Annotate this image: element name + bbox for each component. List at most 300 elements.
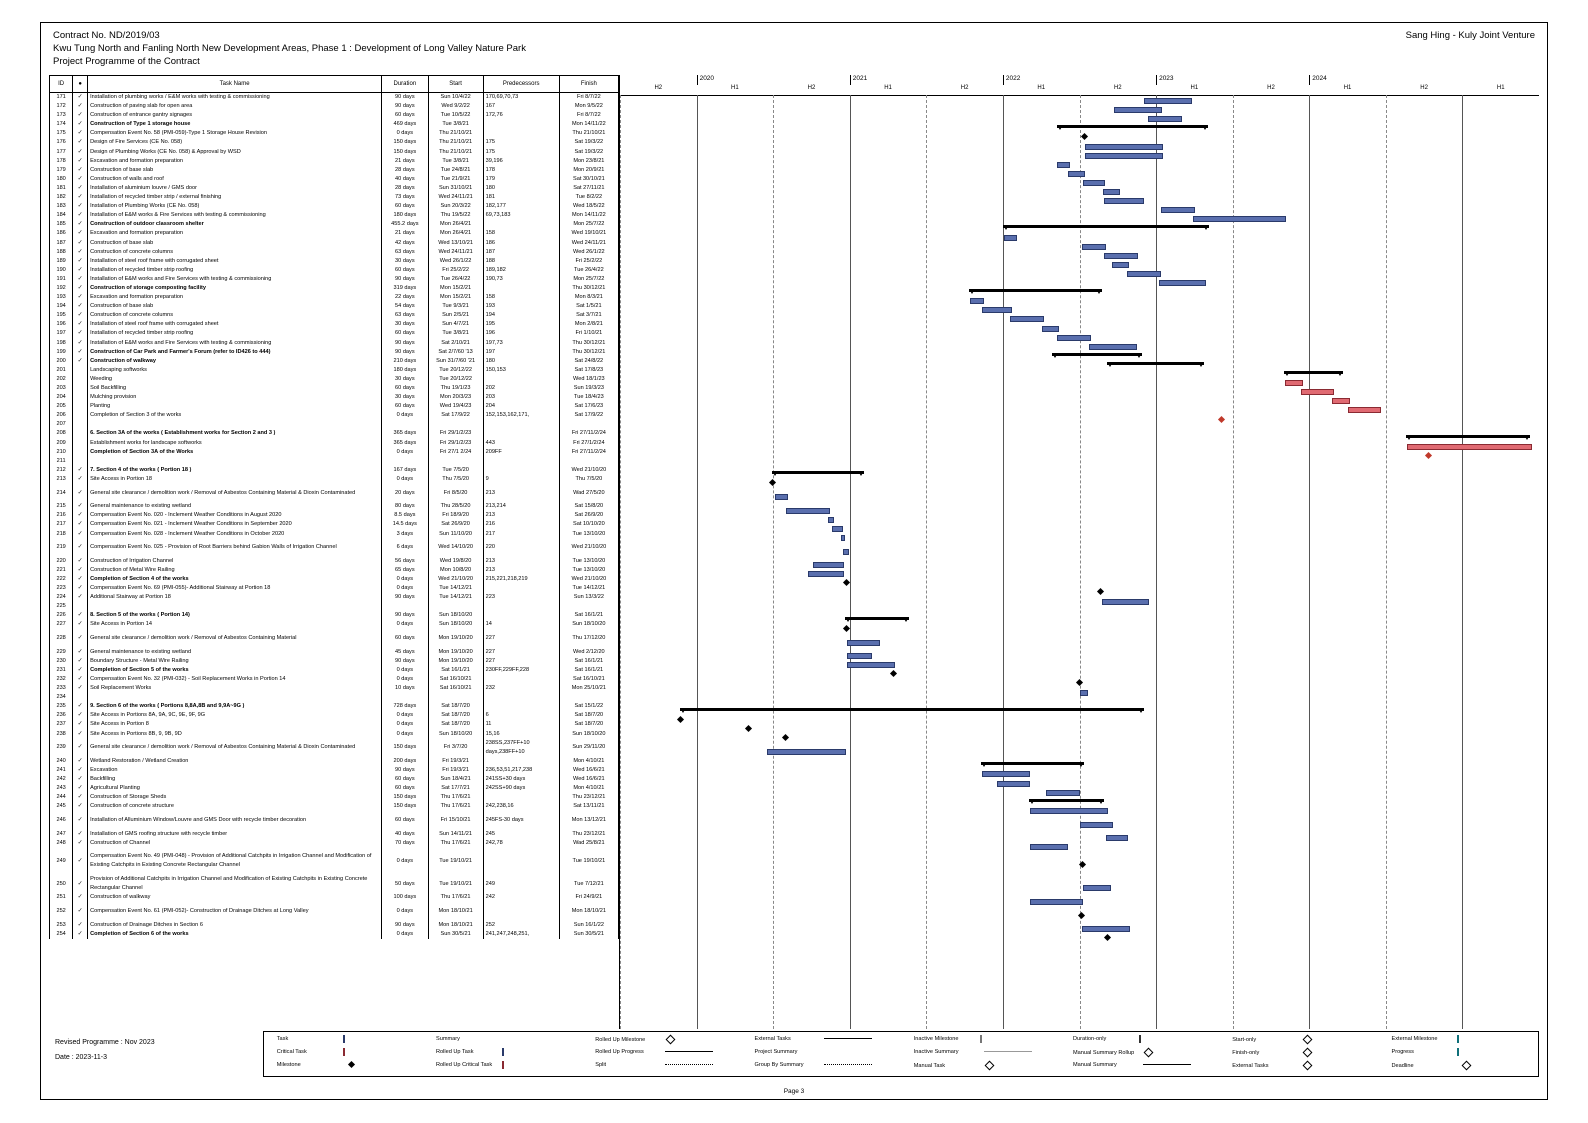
table-row[interactable] xyxy=(50,584,619,593)
row-start: Thu 21/10/21 xyxy=(428,129,483,138)
row-finish: Sat 26/9/20 xyxy=(559,511,618,520)
task-bar[interactable] xyxy=(1407,444,1532,450)
row-predecessors: 186 xyxy=(483,239,559,248)
row-id: 247 xyxy=(50,830,73,839)
row-id: 196 xyxy=(50,320,73,329)
task-bar[interactable] xyxy=(1030,844,1068,850)
task-bar[interactable] xyxy=(1112,262,1130,268)
row-id: 211 xyxy=(50,457,73,466)
row-finish: Sat 19/3/22 xyxy=(559,148,618,157)
table-row[interactable] xyxy=(50,802,619,811)
row-indicator xyxy=(73,366,88,375)
row-start: Thu 21/10/21 xyxy=(428,148,483,157)
table-row[interactable] xyxy=(50,275,619,284)
table-row[interactable] xyxy=(50,93,619,103)
task-bar[interactable] xyxy=(1332,398,1350,404)
table-row[interactable] xyxy=(50,302,619,311)
row-id: 233 xyxy=(50,684,73,693)
table-row[interactable] xyxy=(50,402,619,411)
row-finish: Wed 16/6/21 xyxy=(559,766,618,775)
task-bar[interactable] xyxy=(841,535,846,541)
row-id: 177 xyxy=(50,148,73,157)
table-row[interactable] xyxy=(50,539,619,557)
gridline xyxy=(1386,95,1387,1029)
row-task-name: Installation of recycled timber strip roofing xyxy=(88,329,382,338)
row-predecessors: 236,53,51,217,238 xyxy=(483,766,559,775)
row-duration: 60 days xyxy=(382,329,429,338)
milestone-marker[interactable] xyxy=(1097,588,1104,595)
row-id: 183 xyxy=(50,202,73,211)
task-bar[interactable] xyxy=(1004,235,1017,241)
table-row[interactable] xyxy=(50,702,619,711)
legend-label: Manual Summary Rollup xyxy=(1072,1049,1135,1056)
row-id: 241 xyxy=(50,766,73,775)
table-row[interactable] xyxy=(50,502,619,511)
legend-label: Rolled Up Task xyxy=(435,1049,474,1055)
row-indicator: ✓ xyxy=(73,620,88,629)
row-duration xyxy=(382,602,429,611)
row-predecessors: 170,69,70,73 xyxy=(483,93,559,103)
table-row[interactable] xyxy=(50,348,619,357)
row-start: Sat 17/7/21 xyxy=(428,784,483,793)
table-row[interactable] xyxy=(50,366,619,375)
task-bar[interactable] xyxy=(808,571,844,577)
table-row[interactable] xyxy=(50,193,619,202)
legend-item xyxy=(277,1036,345,1042)
task-bar[interactable] xyxy=(1080,690,1088,696)
row-duration: 150 days xyxy=(382,148,429,157)
task-bar[interactable] xyxy=(1085,153,1163,159)
task-bar[interactable] xyxy=(1102,599,1150,605)
row-id: 178 xyxy=(50,157,73,166)
row-indicator xyxy=(73,375,88,384)
table-row[interactable] xyxy=(50,848,619,875)
row-task-name: 8. Section 5 of the works ( Portion 14) xyxy=(88,611,382,620)
table-row[interactable] xyxy=(50,730,619,739)
task-bar[interactable] xyxy=(1046,790,1079,796)
milestone-marker[interactable] xyxy=(1104,934,1111,941)
row-indicator: ✓ xyxy=(73,266,88,275)
table-row[interactable] xyxy=(50,475,619,484)
task-bar[interactable] xyxy=(1127,271,1160,277)
table-row[interactable] xyxy=(50,239,619,248)
row-finish: Fri 8/7/22 xyxy=(559,93,618,103)
table-row[interactable] xyxy=(50,166,619,175)
timeline-half: H1 xyxy=(1343,85,1352,91)
table-row[interactable] xyxy=(50,793,619,802)
table-row[interactable] xyxy=(50,902,619,920)
row-finish: Fri 27/11/2/24 xyxy=(559,448,618,457)
legend-swatch xyxy=(1457,1035,1459,1043)
table-row[interactable] xyxy=(50,329,619,338)
table-row[interactable] xyxy=(50,575,619,584)
summary-bar[interactable] xyxy=(1003,225,1209,228)
table-row[interactable] xyxy=(50,693,619,702)
table-row[interactable] xyxy=(50,666,619,675)
task-bar[interactable] xyxy=(1103,189,1120,195)
legend-label: Rolled Up Critical Task xyxy=(435,1062,493,1068)
table-row[interactable] xyxy=(50,229,619,238)
task-bar[interactable] xyxy=(1301,389,1334,395)
table-row[interactable] xyxy=(50,384,619,393)
table-row[interactable] xyxy=(50,220,619,229)
summary-bar[interactable] xyxy=(969,289,1102,292)
summary-bar[interactable] xyxy=(1057,125,1209,128)
row-id: 244 xyxy=(50,793,73,802)
row-predecessors: 197,73 xyxy=(483,339,559,348)
row-predecessors: 252 xyxy=(483,921,559,930)
task-bar[interactable] xyxy=(997,781,1030,787)
row-predecessors: 187 xyxy=(483,248,559,257)
table-row[interactable] xyxy=(50,557,619,566)
row-id: 254 xyxy=(50,930,73,939)
row-task-name: Excavation xyxy=(88,766,382,775)
task-bar[interactable] xyxy=(775,494,788,500)
table-row[interactable] xyxy=(50,875,619,893)
row-indicator: ✓ xyxy=(73,739,88,757)
table-row[interactable] xyxy=(50,720,619,729)
row-task-name: General site clearance / demolition work / Removal of Asbestos Containing Material & Dioxin Contaminated xyxy=(88,484,382,502)
row-predecessors: 230FF,229FF,228 xyxy=(483,666,559,675)
table-row[interactable] xyxy=(50,339,619,348)
row-task-name: Excavation and formation preparation xyxy=(88,229,382,238)
summary-bar[interactable] xyxy=(1052,353,1142,356)
table-row[interactable] xyxy=(50,293,619,302)
summary-bar[interactable] xyxy=(772,471,864,474)
table-row[interactable] xyxy=(50,757,619,766)
table-row[interactable] xyxy=(50,311,619,320)
row-duration: 54 days xyxy=(382,302,429,311)
row-duration: 90 days xyxy=(382,348,429,357)
table-row[interactable] xyxy=(50,202,619,211)
task-bar[interactable] xyxy=(1089,344,1137,350)
task-bar[interactable] xyxy=(1348,407,1381,413)
table-row[interactable] xyxy=(50,811,619,829)
row-id: 200 xyxy=(50,357,73,366)
table-row[interactable] xyxy=(50,284,619,293)
task-bar[interactable] xyxy=(1057,335,1090,341)
table-row[interactable] xyxy=(50,448,619,457)
row-finish: Tue 13/10/20 xyxy=(559,557,618,566)
milestone-marker[interactable] xyxy=(1081,133,1088,140)
task-bar[interactable] xyxy=(1104,253,1138,259)
summary-bar[interactable] xyxy=(1029,799,1104,802)
row-id: 238 xyxy=(50,730,73,739)
row-task-name: Completion of Section 3A of the Works xyxy=(88,448,382,457)
row-task-name: Site Access in Portion 14 xyxy=(88,620,382,629)
row-duration: 0 days xyxy=(382,930,429,939)
table-row[interactable] xyxy=(50,420,619,429)
row-id: 210 xyxy=(50,448,73,457)
table-row[interactable] xyxy=(50,411,619,420)
table-row[interactable] xyxy=(50,457,619,466)
table-row[interactable] xyxy=(50,511,619,520)
row-start: Mon 15/2/21 xyxy=(428,293,483,302)
task-bar[interactable] xyxy=(1106,835,1128,841)
task-bar[interactable] xyxy=(786,508,829,514)
row-start: Thu 17/6/21 xyxy=(428,802,483,811)
row-indicator: ✓ xyxy=(73,157,88,166)
task-table xyxy=(49,75,619,939)
row-id: 190 xyxy=(50,266,73,275)
row-task-name: Compensation Event No. 025 - Provision of Root Barriers behind Gabion Walls of Irrigation Channel xyxy=(88,539,382,557)
row-indicator: ✓ xyxy=(73,921,88,930)
task-bar[interactable] xyxy=(828,517,835,523)
milestone-marker[interactable] xyxy=(1076,679,1083,686)
row-duration: 0 days xyxy=(382,675,429,684)
table-row[interactable] xyxy=(50,593,619,602)
row-id: 207 xyxy=(50,420,73,429)
timeline-half: H2 xyxy=(654,85,663,91)
row-predecessors: 11 xyxy=(483,720,559,729)
table-row[interactable] xyxy=(50,138,619,147)
row-predecessors: 213 xyxy=(483,484,559,502)
row-finish: Mon 20/9/21 xyxy=(559,166,618,175)
task-bar[interactable] xyxy=(982,307,1012,313)
task-bar[interactable] xyxy=(767,749,846,755)
legend-label: Task xyxy=(276,1036,289,1042)
row-finish: Fri 25/2/22 xyxy=(559,257,618,266)
table-row[interactable] xyxy=(50,439,619,448)
table-row[interactable] xyxy=(50,675,619,684)
task-bar[interactable] xyxy=(1085,144,1163,150)
table-row[interactable] xyxy=(50,739,619,757)
table-row[interactable] xyxy=(50,393,619,402)
table-row[interactable] xyxy=(50,530,619,539)
row-finish: Tue 19/10/21 xyxy=(559,848,618,875)
row-start: Wed 19/4/23 xyxy=(428,402,483,411)
row-finish: Sat 10/10/20 xyxy=(559,520,618,529)
task-bar[interactable] xyxy=(843,549,849,555)
table-row[interactable] xyxy=(50,611,619,620)
row-task-name: Boundary Structure - Metal Wire Railing xyxy=(88,657,382,666)
row-indicator: ✓ xyxy=(73,830,88,839)
milestone-marker[interactable] xyxy=(769,479,776,486)
table-row[interactable] xyxy=(50,175,619,184)
row-duration: 150 days xyxy=(382,793,429,802)
row-finish: Tue 18/4/23 xyxy=(559,393,618,402)
legend-item xyxy=(754,1049,820,1055)
task-bar[interactable] xyxy=(1104,198,1144,204)
row-duration: 20 days xyxy=(382,484,429,502)
row-predecessors: 158 xyxy=(483,293,559,302)
row-task-name: Provision of Additional Catchpits in Irrigation Channel and Modification of Existing Catchpits in Existing Concrete Rectangular Channel xyxy=(88,875,382,893)
row-predecessors xyxy=(483,702,559,711)
legend-swatch xyxy=(824,1038,872,1039)
row-finish: Mon 2/8/21 xyxy=(559,320,618,329)
table-row[interactable] xyxy=(50,102,619,111)
task-bar[interactable] xyxy=(1010,316,1044,322)
row-duration: 50 days xyxy=(382,875,429,893)
row-id: 197 xyxy=(50,329,73,338)
row-task-name: Soil Replacement Works xyxy=(88,684,382,693)
row-duration: 42 days xyxy=(382,239,429,248)
row-start: Mon 19/10/20 xyxy=(428,630,483,648)
summary-bar[interactable] xyxy=(1107,362,1203,365)
row-indicator: ✓ xyxy=(73,466,88,475)
milestone-marker[interactable] xyxy=(1425,452,1432,459)
row-duration: 60 days xyxy=(382,811,429,829)
table-row[interactable] xyxy=(50,921,619,930)
row-finish: Sun 13/3/22 xyxy=(559,593,618,602)
row-predecessors: 14 xyxy=(483,620,559,629)
task-bar[interactable] xyxy=(832,526,842,532)
row-predecessors xyxy=(483,675,559,684)
gridline xyxy=(773,95,774,1029)
table-row[interactable] xyxy=(50,320,619,329)
row-finish: Sat 19/3/22 xyxy=(559,138,618,147)
table-row[interactable] xyxy=(50,775,619,784)
milestone-marker[interactable] xyxy=(890,670,897,677)
task-bar[interactable] xyxy=(1030,808,1108,814)
row-duration: 3 days xyxy=(382,530,429,539)
task-bar[interactable] xyxy=(1114,107,1162,113)
table-row[interactable] xyxy=(50,157,619,166)
row-start: Tue 19/10/21 xyxy=(428,848,483,875)
row-finish: Mon 13/12/21 xyxy=(559,811,618,829)
summary-bar[interactable] xyxy=(1406,435,1530,438)
task-bar[interactable] xyxy=(1285,380,1303,386)
row-start: Fri 15/10/21 xyxy=(428,811,483,829)
task-bar[interactable] xyxy=(1068,171,1085,177)
task-bar[interactable] xyxy=(1030,899,1083,905)
task-bar[interactable] xyxy=(847,640,880,646)
row-predecessors xyxy=(483,120,559,129)
milestone-marker[interactable] xyxy=(745,725,752,732)
row-task-name: Construction of concrete structure xyxy=(88,802,382,811)
row-indicator: ✓ xyxy=(73,611,88,620)
table-row[interactable] xyxy=(50,266,619,275)
row-finish: Wed 21/10/20 xyxy=(559,575,618,584)
table-row[interactable] xyxy=(50,620,619,629)
row-id: 240 xyxy=(50,757,73,766)
row-id: 172 xyxy=(50,102,73,111)
row-duration: 28 days xyxy=(382,184,429,193)
row-duration xyxy=(382,420,429,429)
table-row[interactable] xyxy=(50,839,619,848)
table-row[interactable] xyxy=(50,211,619,220)
task-bar[interactable] xyxy=(1057,162,1070,168)
row-finish: Tue 7/12/21 xyxy=(559,875,618,893)
task-bar[interactable] xyxy=(847,653,872,659)
table-row[interactable] xyxy=(50,830,619,839)
row-id: 224 xyxy=(50,593,73,602)
task-bar[interactable] xyxy=(970,298,984,304)
summary-bar[interactable] xyxy=(981,762,1084,765)
row-id: 223 xyxy=(50,584,73,593)
table-row[interactable] xyxy=(50,711,619,720)
table-row[interactable] xyxy=(50,129,619,138)
row-start: Sat 16/10/21 xyxy=(428,684,483,693)
table-row[interactable] xyxy=(50,466,619,475)
legend-label: Manual Task xyxy=(913,1062,946,1069)
table-row[interactable] xyxy=(50,602,619,611)
summary-bar[interactable] xyxy=(845,617,909,620)
row-predecessors: 227 xyxy=(483,657,559,666)
table-row[interactable] xyxy=(50,184,619,193)
task-bar[interactable] xyxy=(982,771,1030,777)
row-start: Tue 20/12/22 xyxy=(428,366,483,375)
row-finish: Sun 29/11/20 xyxy=(559,739,618,757)
table-row[interactable] xyxy=(50,484,619,502)
gantt-area xyxy=(619,75,1539,1029)
table-row[interactable] xyxy=(50,930,619,939)
task-bar[interactable] xyxy=(1080,822,1113,828)
table-row[interactable] xyxy=(50,248,619,257)
row-finish: Tue 8/2/22 xyxy=(559,193,618,202)
milestone-marker[interactable] xyxy=(782,734,789,741)
table-row[interactable] xyxy=(50,893,619,902)
task-bar[interactable] xyxy=(1083,180,1105,186)
table-row[interactable] xyxy=(50,784,619,793)
table-row[interactable] xyxy=(50,630,619,648)
table-row[interactable] xyxy=(50,684,619,693)
row-indicator: ✓ xyxy=(73,530,88,539)
row-predecessors xyxy=(483,793,559,802)
table-row[interactable] xyxy=(50,111,619,120)
task-bar[interactable] xyxy=(813,562,844,568)
row-indicator: ✓ xyxy=(73,648,88,657)
table-row[interactable] xyxy=(50,429,619,438)
summary-bar[interactable] xyxy=(680,708,1144,711)
row-start: Wed 26/1/22 xyxy=(428,257,483,266)
task-bar[interactable] xyxy=(1159,280,1207,286)
table-row[interactable] xyxy=(50,520,619,529)
task-bar[interactable] xyxy=(847,662,895,668)
task-bar[interactable] xyxy=(1161,207,1194,213)
task-bar[interactable] xyxy=(1083,885,1111,891)
table-row[interactable] xyxy=(50,648,619,657)
milestone-marker[interactable] xyxy=(843,625,850,632)
row-indicator: ✓ xyxy=(73,175,88,184)
milestone-marker[interactable] xyxy=(677,716,684,723)
row-task-name: General maintenance to existing wetland xyxy=(88,648,382,657)
row-id: 234 xyxy=(50,693,73,702)
row-start: Thu 17/6/21 xyxy=(428,839,483,848)
row-finish: Wad 27/5/20 xyxy=(559,484,618,502)
task-bar[interactable] xyxy=(1148,116,1181,122)
table-row[interactable] xyxy=(50,257,619,266)
row-task-name: Design of Plumbing Works (CE No. 058) & Approval by WSD xyxy=(88,148,382,157)
table-row[interactable] xyxy=(50,566,619,575)
table-row[interactable] xyxy=(50,375,619,384)
summary-bar[interactable] xyxy=(1284,371,1343,374)
task-bar[interactable] xyxy=(1144,98,1192,104)
table-row[interactable] xyxy=(50,148,619,157)
table-row[interactable] xyxy=(50,357,619,366)
row-indicator: ✓ xyxy=(73,111,88,120)
legend-label: External Tasks xyxy=(1232,1062,1269,1069)
row-duration: 728 days xyxy=(382,702,429,711)
row-predecessors xyxy=(483,466,559,475)
task-bar[interactable] xyxy=(1082,926,1130,932)
row-task-name: Construction of concrete columns xyxy=(88,248,382,257)
row-indicator: ✓ xyxy=(73,184,88,193)
row-duration: 70 days xyxy=(382,839,429,848)
milestone-marker[interactable] xyxy=(1218,416,1225,423)
task-bar[interactable] xyxy=(1042,326,1060,332)
task-bar[interactable] xyxy=(1193,216,1287,222)
row-task-name: Construction of Type 1 storage house xyxy=(88,120,382,129)
row-task-name xyxy=(88,602,382,611)
row-duration: 0 days xyxy=(382,620,429,629)
row-id: 236 xyxy=(50,711,73,720)
table-row[interactable] xyxy=(50,766,619,775)
table-row[interactable] xyxy=(50,120,619,129)
task-bar[interactable] xyxy=(1082,244,1106,250)
table-row[interactable] xyxy=(50,657,619,666)
row-finish: Sun 19/3/23 xyxy=(559,384,618,393)
